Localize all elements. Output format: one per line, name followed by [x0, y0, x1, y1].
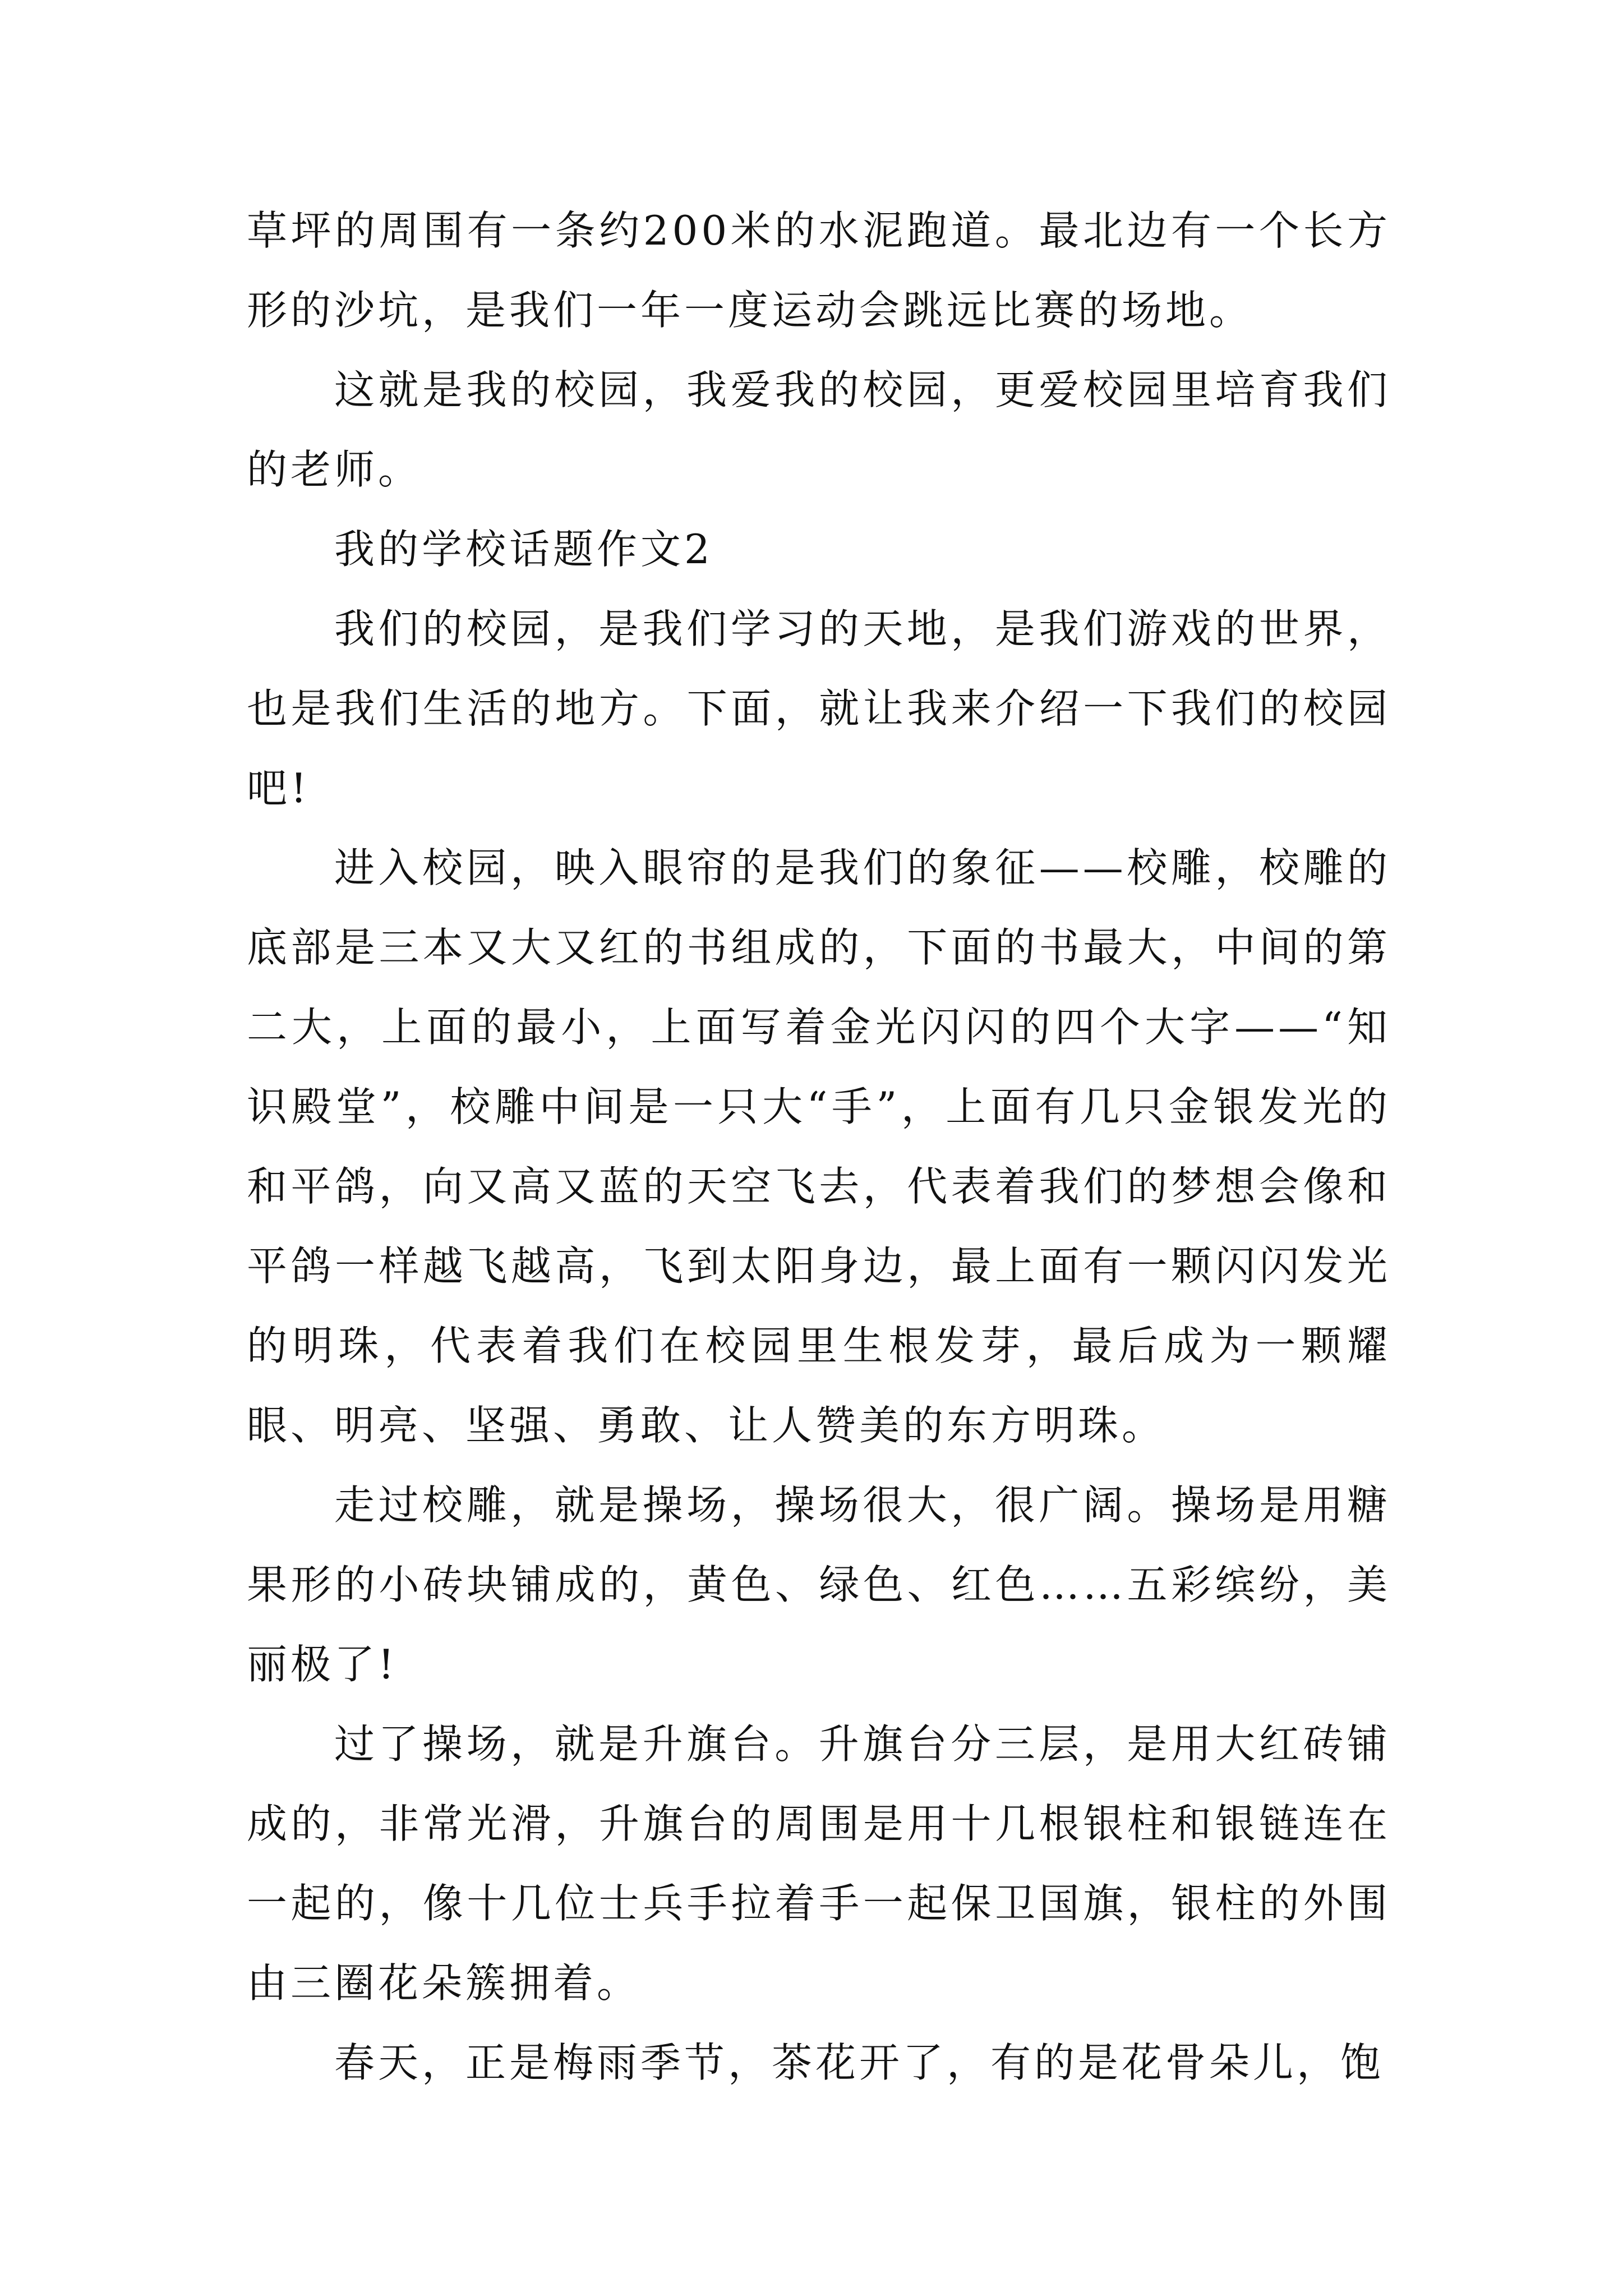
paragraph-2: 这就是我的校园，我爱我的校园，更爱校园里培育我们的老师。	[247, 366, 1391, 493]
paragraph-5: 走过校雕，就是操场，操场很大，很广阔。操场是用糖果形的小砖块铺成的，黄色、绿色、红色……五彩缤纷，美丽极了!	[247, 1481, 1391, 1688]
section-heading: 我的学校话题作文2	[334, 526, 713, 573]
paragraph-7: 春天，正是梅雨季节，茶花开了，有的是花骨朵儿，饱	[334, 2039, 1385, 2086]
paragraph-4: 进入校园，映入眼帘的是我们的象征——校雕，校雕的底部是三本又大又红的书组成的，下面的书最大，中间的第二大，上面的最小，上面写着金光闪闪的四个大字——“知识殿堂”，校雕中间是一只大“手”，上面有几只金银发光的和平鸽，向又高又蓝的天空飞去，代表着我们的梦想会像和平鸽一样越飞越高，飞到太阳身边，最上面有一颗闪闪发光的明珠，代表着我们在校园里生根发芽，最后成为一颗耀眼、明亮、坚强、勇敢、让人赞美的东方明珠。	[247, 844, 1391, 1449]
document-page	[247, 0, 1391, 2296]
paragraph-3: 我们的校园，是我们学习的天地，是我们游戏的世界，也是我们生活的地方。下面，就让我来介绍一下我们的校园吧!	[247, 605, 1391, 812]
paragraph-1: 草坪的周围有一条约200米的水泥跑道。最北边有一个长方形的沙坑，是我们一年一度运动会跳远比赛的场地。	[247, 207, 1391, 334]
document-body	[247, 191, 1391, 2102]
paragraph-6: 过了操场，就是升旗台。升旗台分三层，是用大红砖铺成的，非常光滑，升旗台的周围是用十几根银柱和银链连在一起的，像十几位士兵手拉着手一起保卫国旗，银柱的外围由三圈花朵簇拥着。	[247, 1720, 1391, 2007]
